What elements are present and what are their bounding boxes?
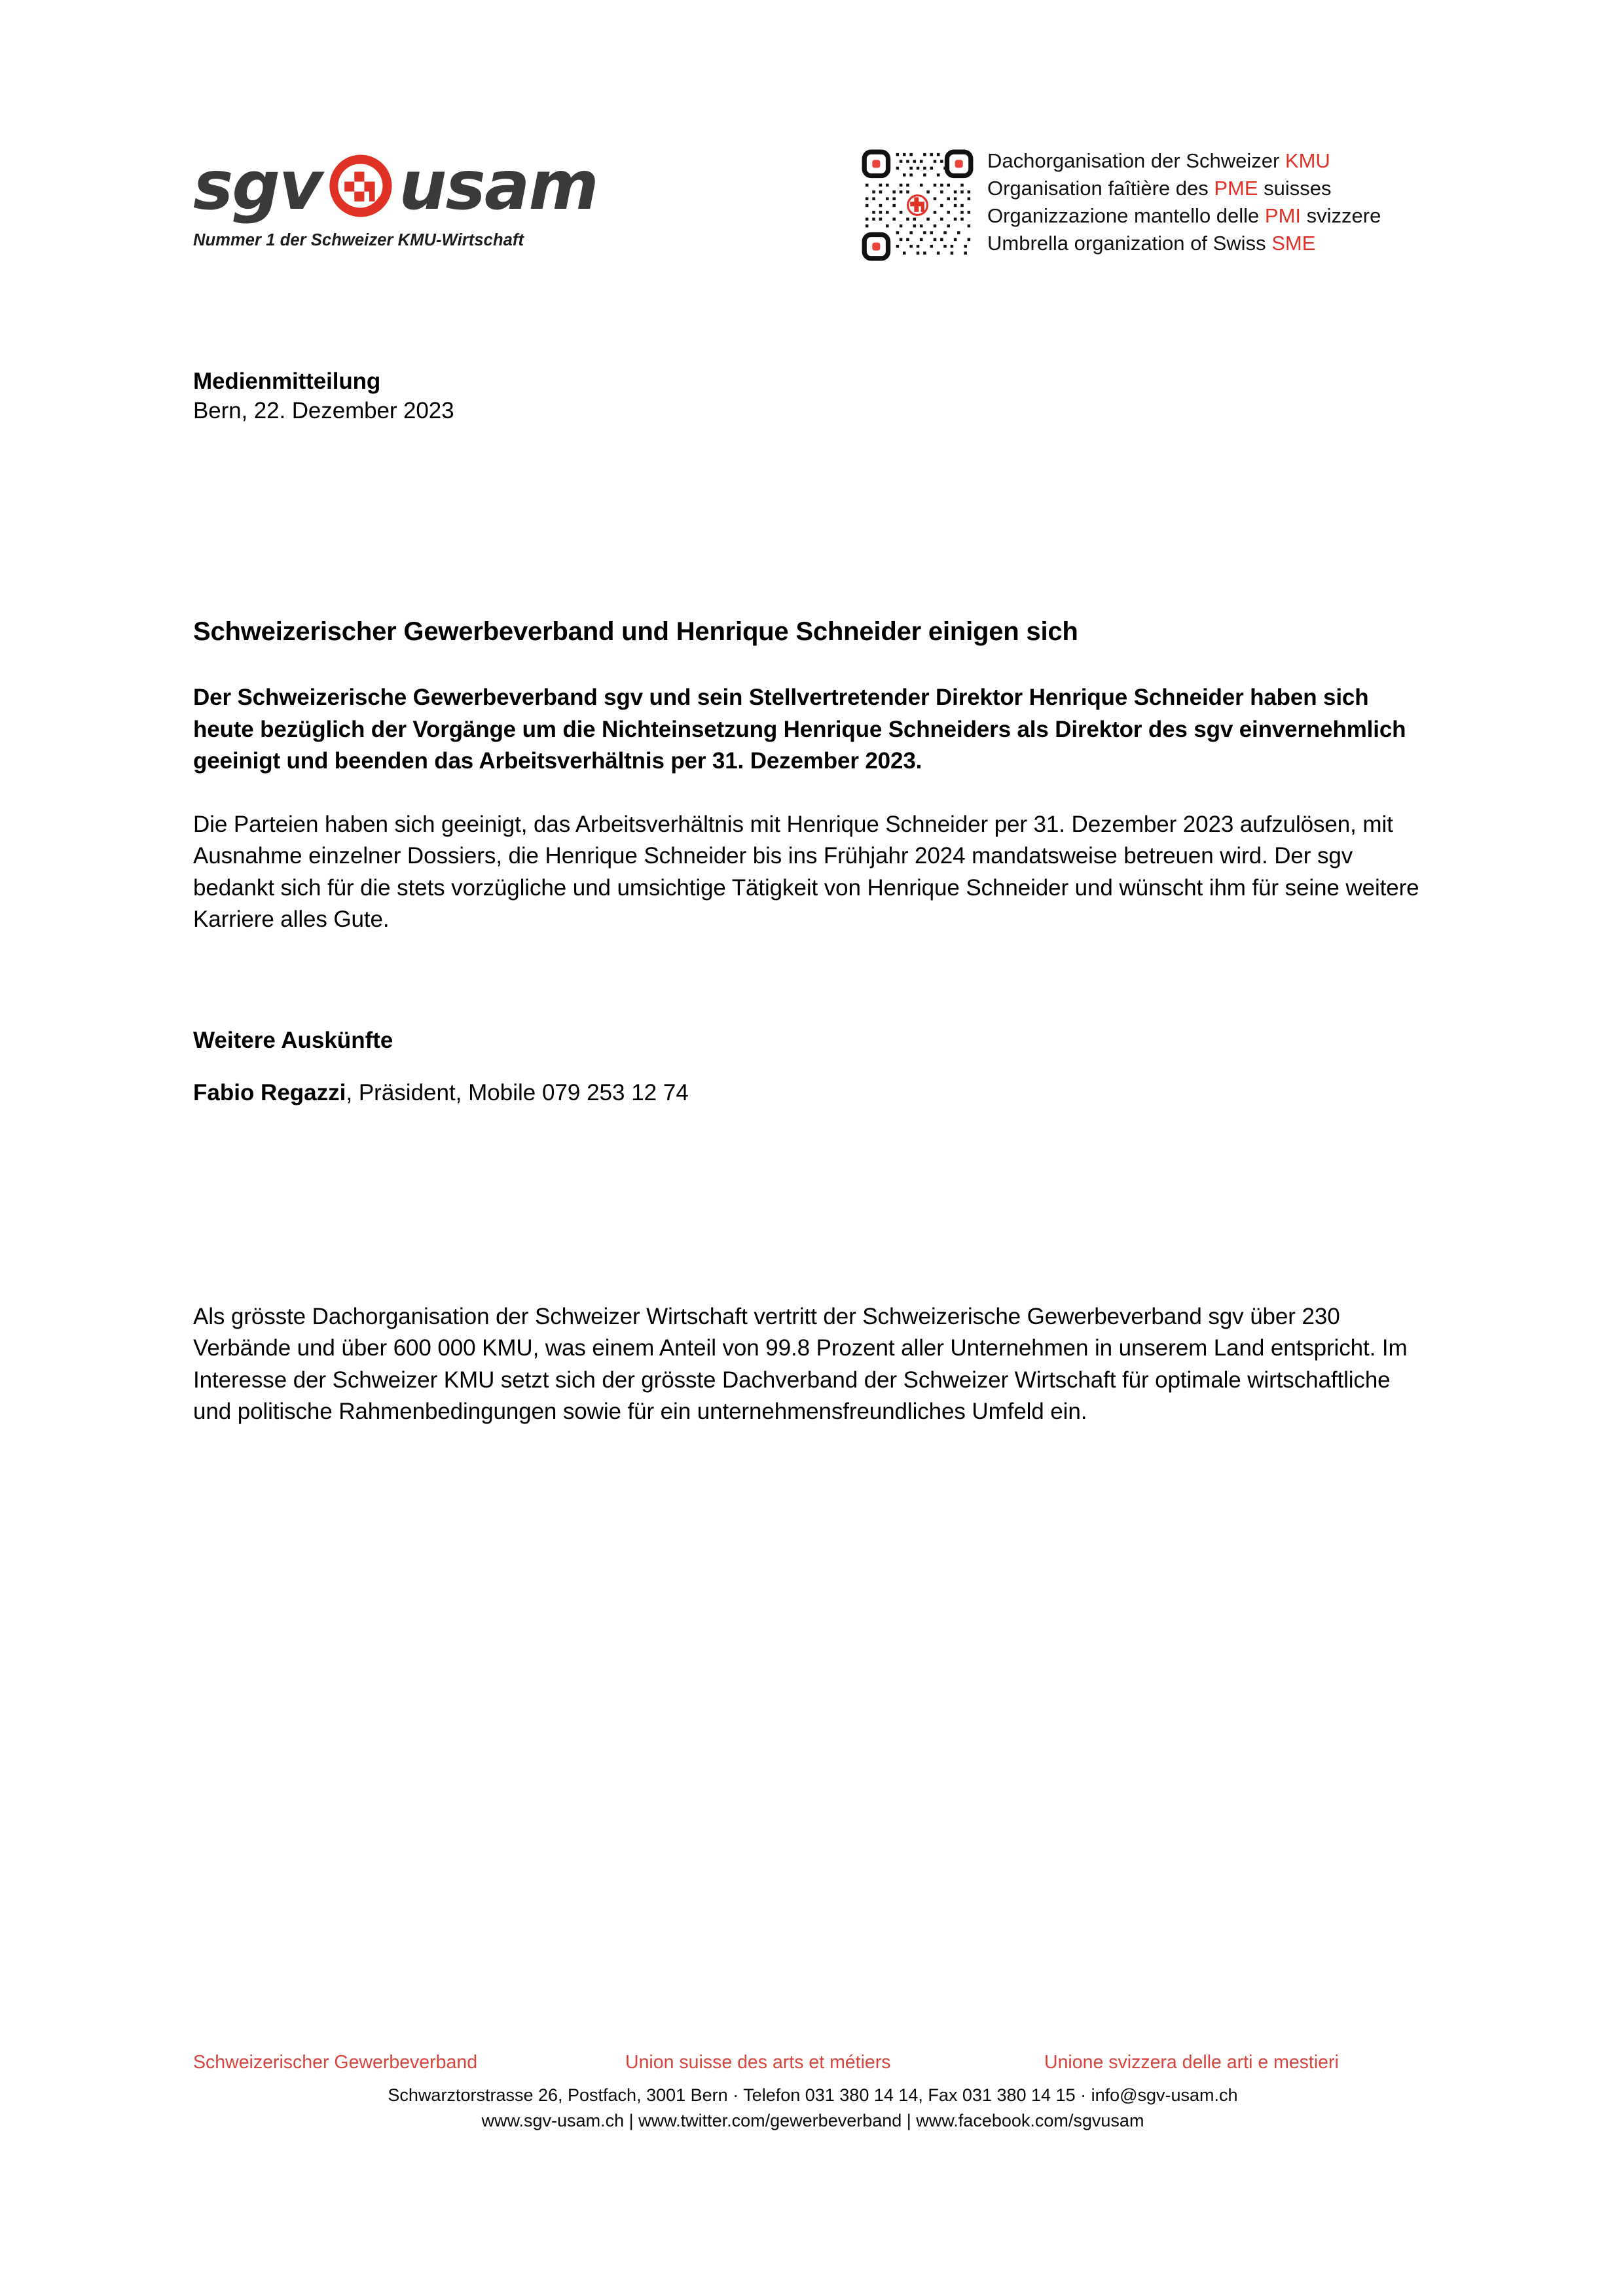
document-body [193,367,1432,1451]
slogan-fr-acronym: PME [1214,177,1258,200]
sgv-circle-cross-emblem-icon [325,151,396,221]
slogan-fr-after: suisses [1258,177,1332,200]
contact-person-details: , Präsident, Mobile 079 253 12 74 [346,1079,689,1105]
qr-code-icon[interactable] [861,149,974,262]
slogan-fr [987,175,1381,202]
lead-paragraph: Der Schweizerische Gewerbeverband sgv und sein Stellvertretender Direktor Henrique Schneider haben sich heute bezüglich der Vorgänge um die Nichteinsetzung Henrique Schneiders als Direktor des sgv einvernehmlich geeinigt und beenden das Arbeitsverhältnis per 31. Dezember 2023. [193,685,1406,774]
footer-links-line[interactable]: www.sgv-usam.ch | www.twitter.com/gewerbeverband | www.facebook.com/sgvusam [481,2111,1144,2130]
footer-org-it: Unione svizzera delle arti e mestieri [1044,2052,1339,2073]
logo-wordmark [193,146,598,225]
contact-person [193,1077,1432,1109]
footer-organization-names [193,2050,1432,2075]
logo-tagline: Nummer 1 der Schweizer KMU-Wirtschaft [193,231,524,249]
logo-word-sgv: sgv [193,146,322,225]
footer-contact-line: Schwarztorstrasse 26, Postfach, 3001 Bern · Telefon 031 380 14 14, Fax 031 380 14 15 · info@sgv-usam.ch [388,2085,1238,2105]
body-paragraph: Die Parteien haben sich geeinigt, das Arbeitsverhältnis mit Henrique Schneider per 31. Dezember 2023 aufzulösen, mit Ausnahme einzelner Dossiers, die Henrique Schneider bis ins Frühjahr 2024 mandatsweise betreuen wird. Der sgv bedankt sich für die stets vorzügliche und umsichtige Tätigkeit von Henrique Schneider und wünscht ihm für seine weitere Karriere alles Gute. [193,811,1419,932]
page-footer [193,2050,1432,2134]
qr-and-slogans [861,147,1381,262]
slogan-en-text: Umbrella organization of Swiss [987,232,1272,255]
contact-heading: Weitere Auskünfte [193,1027,393,1053]
slogan-fr-text: Organisation faîtière des [987,177,1214,200]
slogan-de-text: Dachorganisation der Schweizer [987,149,1285,172]
slogan-list [987,147,1381,257]
sgv-usam-logo [193,146,598,250]
slogan-it-text: Organizzazione mantello delle [987,204,1265,227]
slogan-it-after: svizzere [1301,204,1381,227]
slogan-en [987,230,1381,257]
contact-person-name: Fabio Regazzi [193,1079,346,1105]
page-title: Schweizerischer Gewerbeverband und Henrique Schneider einigen sich [193,617,1078,646]
document-type-label: Medienmitteilung [193,368,381,394]
boilerplate-paragraph: Als grösste Dachorganisation der Schweizer Wirtschaft vertritt der Schweizerische Gewerbeverband sgv über 230 Verbände und über 600 000 KMU, was einem Anteil von 99.8 Prozent aller Unternehmen in unserem Land entspricht. Im Interesse der Schweizer KMU setzt sich der grösste Dachverband der Schweizer Wirtschaft für optimale wirtschaftliche und politische Rahmenbedingungen sowie für ein unternehmensfreundliches Umfeld ein. [193,1303,1408,1424]
slogan-it [987,202,1381,230]
slogan-en-acronym: SME [1271,232,1316,255]
logo-word-usam: usam [399,146,598,225]
footer-org-fr: Union suisse des arts et métiers [625,2052,891,2073]
slogan-de [987,147,1381,175]
footer-org-de: Schweizerischer Gewerbeverband [193,2052,478,2073]
slogan-it-acronym: PMI [1264,204,1302,227]
page-header [193,147,1466,278]
dateline: Bern, 22. Dezember 2023 [193,398,454,423]
slogan-de-acronym: KMU [1285,149,1330,172]
